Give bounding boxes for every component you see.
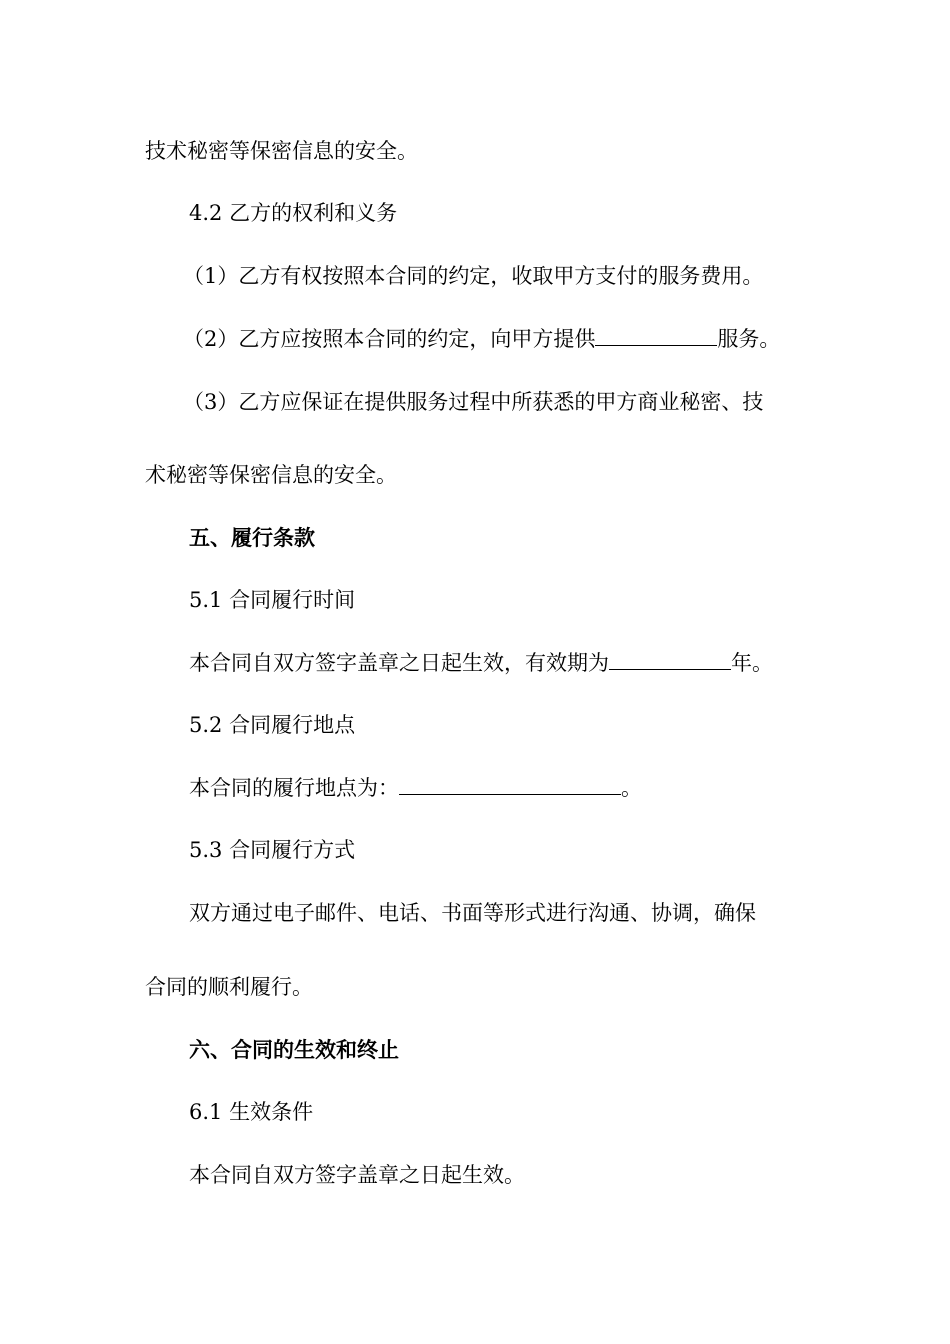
text: 术秘密等保密信息的安全。: [145, 463, 397, 487]
clause-item-3: [183, 387, 763, 417]
text: （1）乙方有权按照本合同的约定，收取甲方支付的服务费用。: [183, 264, 764, 288]
paragraph-continuation: [145, 136, 418, 166]
subsection-title-4-2: [189, 198, 397, 228]
text: 年。: [731, 651, 773, 675]
blank-line: [399, 774, 621, 795]
paragraph-continuation: [145, 460, 397, 490]
text: 技术秘密等保密信息的安全。: [145, 139, 418, 163]
text: 5.1 合同履行时间: [189, 588, 356, 612]
blank-line: [609, 649, 731, 670]
subsection-title-5-2: [189, 710, 355, 740]
paragraph-continuation: [145, 972, 313, 1002]
subsection-title-6-1: [189, 1097, 313, 1127]
text: 五、履行条款: [189, 525, 315, 550]
blank-line: [595, 325, 717, 346]
text: 6.1 生效条件: [189, 1100, 314, 1124]
text: 5.2 合同履行地点: [189, 713, 356, 737]
text: 本合同的履行地点为：: [189, 776, 399, 800]
paragraph-5-2: [189, 773, 642, 803]
section-heading-6: [189, 1035, 399, 1065]
section-heading-5: [189, 523, 315, 553]
paragraph-5-3: [189, 898, 756, 928]
text: 合同的顺利履行。: [145, 975, 313, 999]
text: （2）乙方应按照本合同的约定，向甲方提供: [183, 327, 596, 351]
subsection-title-5-1: [189, 585, 355, 615]
paragraph-5-1: [189, 648, 773, 678]
text: 5.3 合同履行方式: [189, 838, 356, 862]
text: 。: [621, 776, 642, 800]
text: 本合同自双方签字盖章之日起生效。: [189, 1163, 525, 1187]
paragraph-6-1: [189, 1160, 525, 1190]
text: 六、合同的生效和终止: [189, 1037, 399, 1062]
text: （3）乙方应保证在提供服务过程中所获悉的甲方商业秘密、技: [183, 390, 764, 414]
text: 4.2 乙方的权利和义务: [189, 201, 398, 225]
text: 本合同自双方签字盖章之日起生效，有效期为: [189, 651, 609, 675]
clause-item-2: [183, 324, 780, 354]
clause-item-1: [183, 261, 763, 291]
subsection-title-5-3: [189, 835, 355, 865]
text: 双方通过电子邮件、电话、书面等形式进行沟通、协调，确保: [189, 901, 756, 925]
text: 服务。: [717, 327, 781, 351]
